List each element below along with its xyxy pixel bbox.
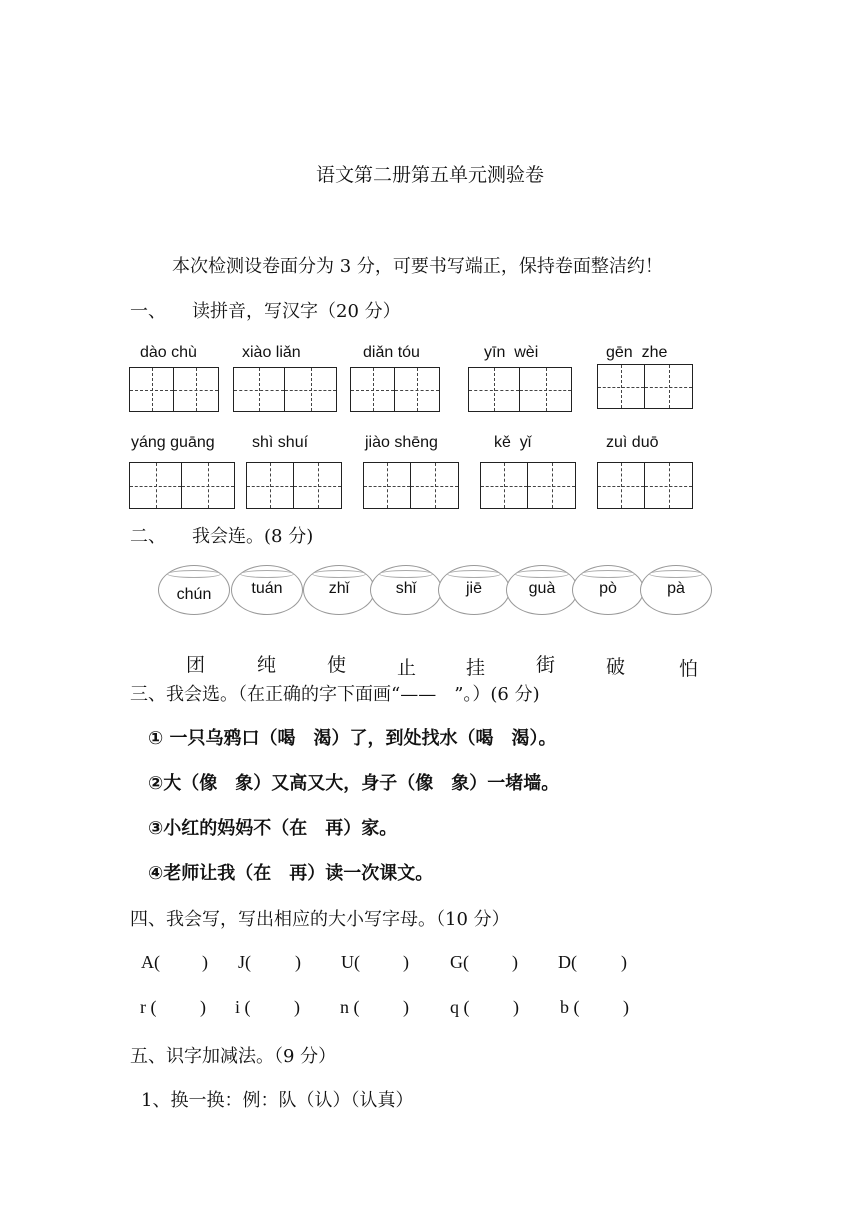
letter-close: ) — [513, 997, 519, 1017]
intro-text: 本次检测设卷面分为 3 分，可要书写端正，保持卷面整洁约！ — [172, 256, 663, 277]
pinyin-bubble[interactable]: tuán — [231, 565, 303, 615]
letter-blank[interactable]: G( — [450, 952, 469, 972]
pinyin-bubble[interactable]: guà — [506, 565, 578, 615]
letter-close: ) — [621, 952, 627, 972]
pinyin-label: diǎn tóu — [363, 344, 420, 361]
letter-blank[interactable]: r ( — [140, 997, 157, 1017]
letter-close: ) — [295, 952, 301, 972]
letter-blank[interactable]: A( — [141, 952, 160, 972]
match-char[interactable]: 挂 — [466, 657, 486, 679]
match-char[interactable]: 纯 — [257, 654, 277, 676]
letter-close: ) — [403, 997, 409, 1017]
match-char[interactable]: 止 — [397, 657, 417, 679]
section2-heading: 我会连。(8 分) — [192, 526, 314, 547]
pinyin-label: jiào shēng — [365, 434, 438, 451]
section2-number: 二、 — [130, 526, 166, 547]
pinyin-bubble[interactable]: chún — [158, 565, 230, 615]
letter-blank[interactable]: U( — [341, 952, 360, 972]
writing-grid[interactable] — [363, 462, 459, 509]
section1-number: 一、 — [130, 301, 166, 322]
writing-grid[interactable] — [597, 364, 693, 409]
writing-grid[interactable] — [468, 367, 572, 412]
letter-close: ) — [512, 952, 518, 972]
pinyin-label: yīn wèi — [484, 344, 539, 361]
writing-grid[interactable] — [129, 462, 235, 509]
writing-grid[interactable] — [233, 367, 337, 412]
writing-grid[interactable] — [350, 367, 440, 412]
writing-grid[interactable] — [480, 462, 576, 509]
pinyin-bubble[interactable]: pò — [572, 565, 644, 615]
letter-close: ) — [202, 952, 208, 972]
pinyin-bubble[interactable]: pà — [640, 565, 712, 615]
pinyin-label: gēn zhe — [606, 344, 668, 361]
section1-heading: 读拼音，写汉字（20 分） — [192, 301, 401, 322]
match-char[interactable]: 团 — [186, 654, 206, 676]
section3-heading: 三、我会选。（在正确的字下面画“—— ”。）(6 分) — [130, 684, 540, 705]
pinyin-bubble[interactable]: shǐ — [370, 565, 442, 615]
pinyin-label: shì shuí — [252, 434, 309, 451]
choice-item[interactable]: ① 一只乌鸦口（喝 渴）了，到处找水（喝 渴）。 — [148, 728, 557, 749]
choice-item[interactable]: ②大（像 象）又高又大，身子（像 象）一堵墙。 — [148, 773, 560, 794]
section5-heading: 五、识字加减法。（9 分） — [130, 1046, 337, 1067]
letter-blank[interactable]: b ( — [560, 997, 580, 1017]
match-char[interactable]: 街 — [536, 654, 556, 676]
letter-close: ) — [200, 997, 206, 1017]
writing-grid[interactable] — [129, 367, 219, 412]
letter-blank[interactable]: i ( — [235, 997, 251, 1017]
letter-blank[interactable]: D( — [558, 952, 577, 972]
letter-close: ) — [403, 952, 409, 972]
writing-grid[interactable] — [246, 462, 342, 509]
pinyin-label: zuì duō — [606, 434, 659, 451]
choice-item[interactable]: ④老师让我（在 再）读一次课文。 — [148, 863, 434, 884]
letter-blank[interactable]: q ( — [450, 997, 470, 1017]
section4-heading: 四、我会写，写出相应的大小写字母。（10 分） — [130, 909, 510, 930]
pinyin-bubble[interactable]: jiē — [438, 565, 510, 615]
page-title: 语文第二册第五单元测验卷 — [315, 164, 544, 186]
letter-close: ) — [623, 997, 629, 1017]
choice-item[interactable]: ③小红的妈妈不（在 再）家。 — [148, 818, 398, 839]
pinyin-label: yáng guāng — [131, 434, 215, 451]
pinyin-label: dào chù — [140, 344, 197, 361]
letter-blank[interactable]: n ( — [340, 997, 360, 1017]
pinyin-label: kě yǐ — [494, 434, 532, 451]
writing-grid[interactable] — [597, 462, 693, 509]
match-char[interactable]: 怕 — [679, 658, 699, 680]
pinyin-label: xiào liǎn — [242, 344, 301, 361]
letter-blank[interactable]: J( — [238, 952, 251, 972]
section5-item: 1、换一换：例：队（认）（认真） — [141, 1090, 414, 1111]
match-char[interactable]: 使 — [327, 654, 347, 676]
match-char[interactable]: 破 — [606, 656, 626, 678]
pinyin-bubble[interactable]: zhǐ — [303, 565, 375, 615]
letter-close: ) — [294, 997, 300, 1017]
